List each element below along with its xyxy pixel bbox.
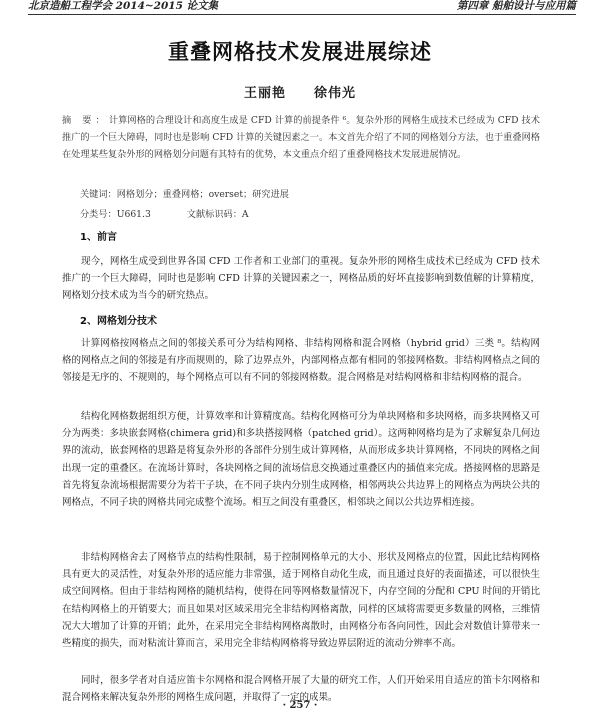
body-paragraph: 计算网格按网格点之间的邻接关系可分为结构网格、非结构网格和混合网格（hybrid grid）三类 ⁸。结构网格的网格点之间的邻接是有序而规则的，除了边界点外，内部网格点都有相同的邻接网格数。非结构网格点之间的邻接是无序的、不规则的，每个网格点可以有不同的邻接网格数。混合网格是对结构网格和非结构网格的混合。 (62, 338, 540, 384)
header-proceedings-title: 北京造船工程学会 2014~2015 论文集 (28, 0, 219, 12)
classification-line (80, 206, 540, 223)
classification-value: U661.3 (116, 209, 151, 220)
section-heading-meshing: 2、网格划分技术 (80, 316, 157, 327)
document-code-label: 文献标识码： (186, 209, 242, 220)
keywords (80, 186, 540, 203)
keywords-label: 关键词： (80, 189, 117, 200)
header-chapter-title: 第四章 船舶设计与应用篇 (456, 0, 576, 12)
document-code-value: A (241, 209, 249, 220)
classification-label: 分类号： (80, 209, 117, 220)
paper-title: 重叠网格技术发展进展综述 (168, 40, 432, 64)
section-heading-preface: 1、前言 (80, 232, 117, 243)
keywords-text: 网格划分；重叠网格；overset；研究进展 (116, 189, 289, 200)
body-paragraph: 非结构网格舍去了网格节点的结构性限制，易于控制网格单元的大小、形状及网格点的位置，因此比结构网格具有更大的灵活性，对复杂外形的适应能力非常强，适于网格自动化生成，而且通过良好的表面描述，可以很快生成空间网格。但由于非结构网格的随机结构，使得在同等网格数量情况下，内存空间的分配和 CPU 时间的开销比在结构网格上的开销要大；而且如果对区域采用完全非结构网格离散，同样的区域将需要更多数量的网格，三维情况大大增加了计算的开销；此外，在采用完全非结构网格离散时，由网格分布各向同性，因此会对数值计算带来一些精度的损失，而对粘流计算而言，采用完全非结构网格将导致边界层附近的流动分辨率不高。 (62, 552, 540, 650)
body-paragraph: 现今，网格生成受到世界各国 CFD 工作者和工业部门的重视。复杂外形的网格生成技术已经成为 CFD 技术推广的一个巨大障碍，同时也是影响 CFD 计算的关键因素之一，网格品质的好坏直接影响到数值解的计算精度，网格划分技术成为当今的研究热点。 (62, 256, 540, 302)
body-paragraph: 结构化网格数据组织方便，计算效率和计算精度高。结构化网格可分为单块网格和多块网格，而多块网格又可分为两类：多块嵌套网格(chimera grid)和多块搭接网格（patched grid）。这两种网格均是为了求解复杂几何边界的流动，嵌套网格的思路是将复杂外形的各部件分别生成计算网格，从而形成多块计算网格，不同块的网格之间出现一定的重叠区。在流场计算时，各块网格之间的流场信息交换通过重叠区内的插值来完成。搭接网格的思路是首先将复杂流场根据需要分为若干子块，在不同子块内分别生成网格，相邻两块公共边界上的网格点为两块公共的网格点，不同子块的网格共同完成整个流场。相互之间没有重叠区，相邻块之间以公共边界相连接。 (62, 411, 540, 509)
running-header (28, 0, 576, 14)
abstract-label: 摘 要： (62, 115, 109, 126)
header-divider (28, 14, 576, 15)
author-name: 徐伟光 (314, 86, 357, 101)
abstract (62, 112, 540, 163)
author-name: 王丽艳 (243, 86, 286, 101)
author-line (0, 82, 600, 101)
abstract-text: 计算网格的合理设计和高度生成是 CFD 计算的前提条件 ⁶。复杂外形的网格生成技术已经成为 CFD 技术推广的一个巨大障碍，同时也是影响 CFD 计算的关键因素之一。本文首先介绍了不同的网格划分方法，也于重叠网格在处理某些复杂外形的网格划分问题有其特有的优势，本文重点介绍了重叠网格技术发展进展情况。 (62, 115, 540, 160)
page-number: · 257 · (282, 700, 318, 711)
body-paragraph: 同时，很多学者对自适应笛卡尔网格和混合网格开展了大量的研究工作，人们开始采用自适应的笛卡尔网格和混合网格来解决复杂外形的网格生成问题，并取得了一定的成果。 (62, 675, 540, 704)
